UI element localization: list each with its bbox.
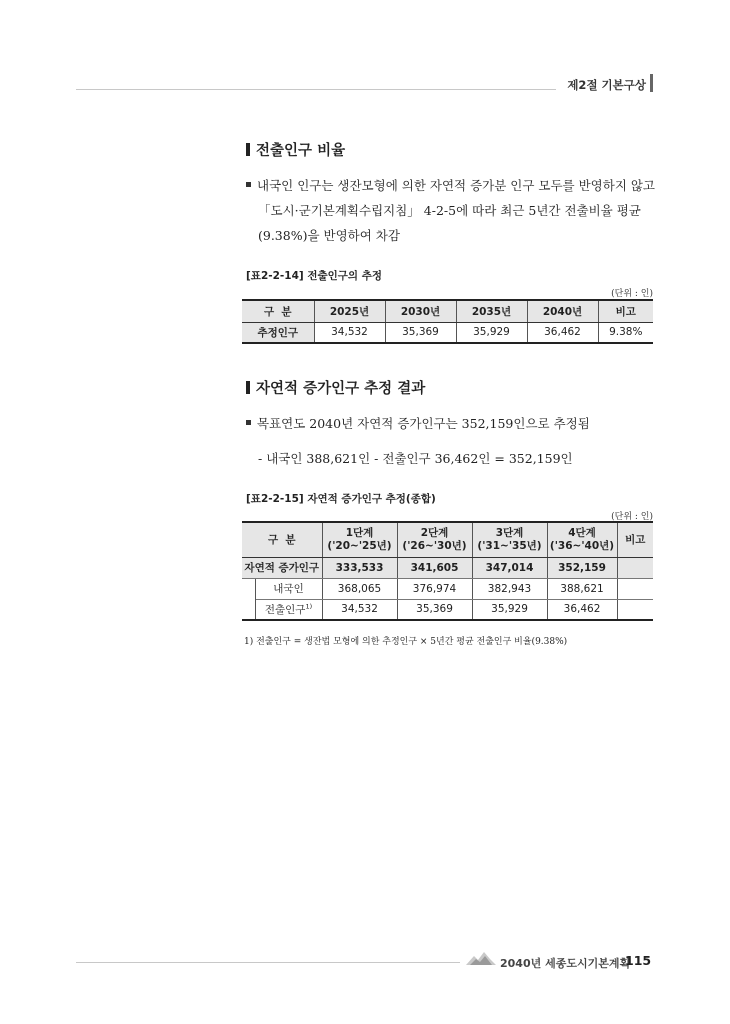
table1-header-cell: 구 분 xyxy=(242,300,314,322)
table-cell: 352,159 xyxy=(547,557,617,578)
table-row xyxy=(242,322,653,343)
table-cell: 368,065 xyxy=(322,578,397,599)
table2-indent-cell xyxy=(242,578,255,620)
section-heading-outflow xyxy=(246,139,345,160)
paragraph-natural-increase xyxy=(246,411,590,436)
table-cell xyxy=(617,599,653,620)
table2-stage-header xyxy=(397,522,472,557)
stage-name: 1단계 xyxy=(345,526,374,539)
page-number: 115 xyxy=(625,953,652,968)
table-cell: 382,943 xyxy=(472,578,547,599)
table-cell: 36,462 xyxy=(547,599,617,620)
paragraph-text: 내국인 인구는 생잔모형에 의한 자연적 증가분 인구 모두를 반영하지 않고 「도시·군기본계획수립지침」 4-2-5에 따라 최근 5년간 전출비율 평균(9.38%)을 반영하여 차감 xyxy=(257,178,656,243)
stage-name: 3단계 xyxy=(495,526,524,539)
table1-header-row xyxy=(242,300,653,322)
table1-header-cell: 2035년 xyxy=(456,300,527,322)
table2 xyxy=(242,521,653,621)
stage-period: ('31~'35년) xyxy=(477,539,542,552)
table2-stage-header xyxy=(547,522,617,557)
footer-title: 2040년 세종도시기본계획 xyxy=(500,957,631,970)
table1-unit: (단위 : 인) xyxy=(611,289,653,299)
table-row xyxy=(242,599,653,620)
table-cell: 347,014 xyxy=(472,557,547,578)
header-rule xyxy=(76,89,556,90)
table2-unit: (단위 : 인) xyxy=(611,512,653,522)
table1-caption: [표2-2-14] 전출인구의 추정 xyxy=(246,270,382,282)
table2-header-row xyxy=(242,522,653,557)
table2-stage-header xyxy=(322,522,397,557)
section-heading-text: 전출인구 비율 xyxy=(256,143,346,159)
table-cell: 9.38% xyxy=(598,322,653,343)
table-cell: 35,929 xyxy=(472,599,547,620)
table-cell: 35,369 xyxy=(397,599,472,620)
table-cell: 341,605 xyxy=(397,557,472,578)
header-section-title: 제2절 기본구상 xyxy=(567,78,646,92)
heading-marker-icon xyxy=(246,143,250,156)
table-cell xyxy=(617,557,653,578)
paragraph-outflow xyxy=(246,173,660,248)
table1 xyxy=(242,299,653,344)
table2-remark-header: 비고 xyxy=(617,522,653,557)
stage-name: 4단계 xyxy=(568,526,596,539)
table1-header-cell: 2025년 xyxy=(314,300,385,322)
table2-row-label xyxy=(255,599,322,620)
table2-stage-header xyxy=(472,522,547,557)
bullet-icon xyxy=(246,420,251,425)
table-row xyxy=(242,557,653,578)
table-cell: 35,369 xyxy=(385,322,456,343)
row-label-text: 전출인구 xyxy=(264,603,306,616)
table2-header-label: 구 분 xyxy=(242,522,322,557)
heading-marker-icon xyxy=(246,381,250,394)
section-heading-natural-increase xyxy=(246,377,425,398)
table1-header-cell: 2040년 xyxy=(527,300,598,322)
section-heading-text: 자연적 증가인구 추정 결과 xyxy=(256,381,426,397)
table2-caption: [표2-2-15] 자연적 증가인구 추정(종합) xyxy=(246,493,436,505)
table1-row-label: 추정인구 xyxy=(242,322,314,343)
table-cell: 376,974 xyxy=(397,578,472,599)
table-cell xyxy=(617,578,653,599)
stage-period: ('36~'40년) xyxy=(549,539,615,552)
footer-rule xyxy=(76,962,460,963)
table-cell: 333,533 xyxy=(322,557,397,578)
table-cell: 388,621 xyxy=(547,578,617,599)
mountain-logo-icon xyxy=(466,950,496,970)
table-cell: 35,929 xyxy=(456,322,527,343)
stage-period: ('20~'25년) xyxy=(327,539,392,552)
stage-name: 2단계 xyxy=(420,526,449,539)
table-row xyxy=(242,578,653,599)
table1-header-cell: 2030년 xyxy=(385,300,456,322)
formula-line: - 내국인 388,621인 - 전출인구 36,462인 = 352,159인 xyxy=(258,451,573,466)
table2-footnote: 1) 전출인구 = 생잔법 모형에 의한 추정인구 × 5년간 평균 전출인구 비율(9.38%) xyxy=(244,637,568,647)
header-bar xyxy=(650,74,653,92)
table1-header-cell: 비고 xyxy=(598,300,653,322)
bullet-icon xyxy=(246,182,251,187)
table2-row-label: 내국인 xyxy=(255,578,322,599)
stage-period: ('26~'30년) xyxy=(402,539,467,552)
table2-row-label: 자연적 증가인구 xyxy=(242,557,322,578)
table-cell: 34,532 xyxy=(314,322,385,343)
paragraph-text: 목표연도 2040년 자연적 증가인구는 352,159인으로 추정됨 xyxy=(257,416,590,431)
table-cell: 34,532 xyxy=(322,599,397,620)
table-cell: 36,462 xyxy=(527,322,598,343)
footnote-marker: 1) xyxy=(305,602,313,611)
